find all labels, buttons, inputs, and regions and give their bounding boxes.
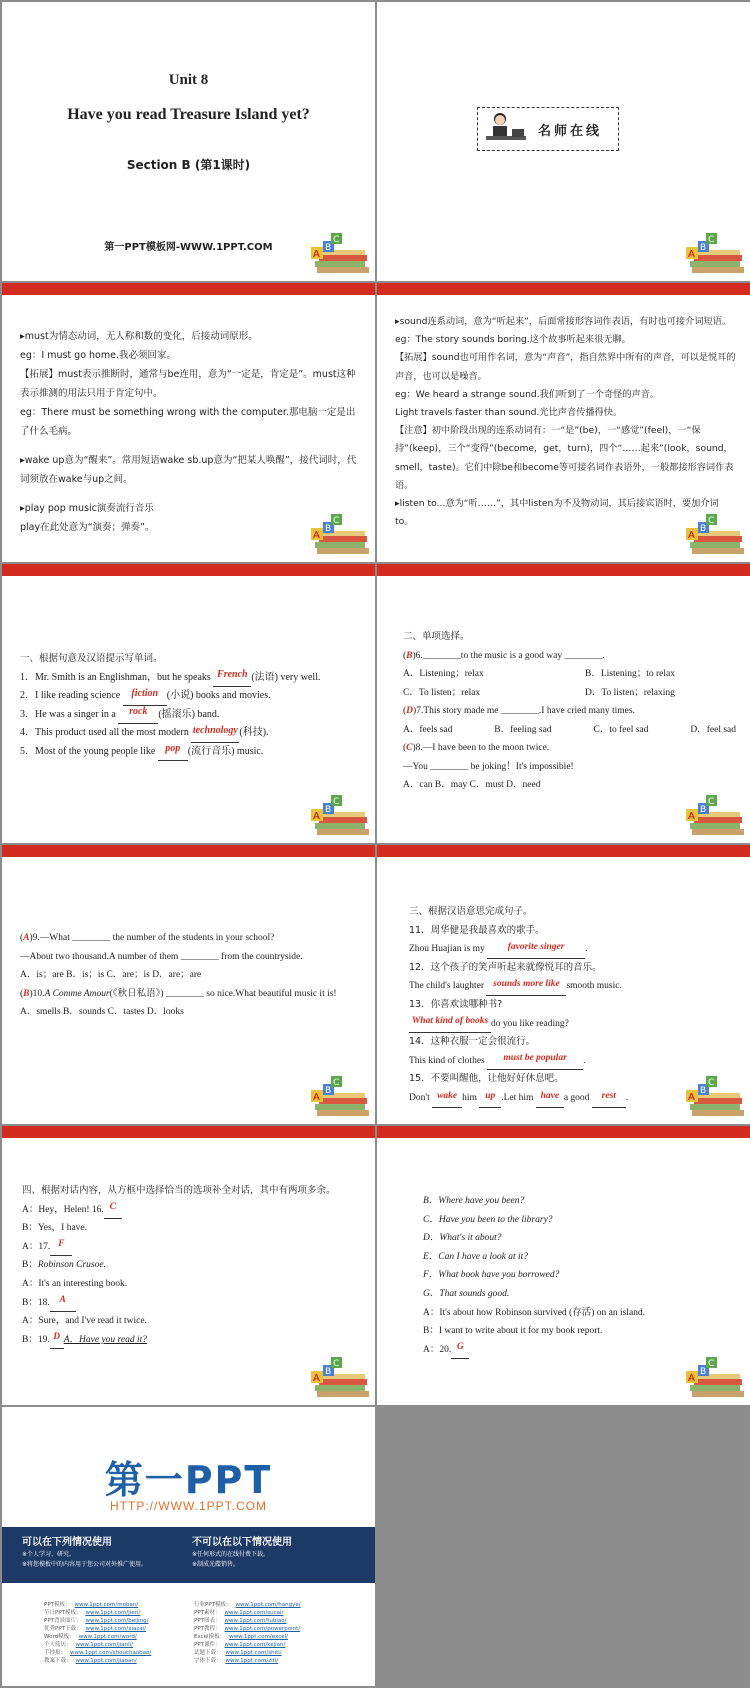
note-line: ▸must为情态动词，无人称和数的变化，后接动词原形。: [20, 331, 258, 342]
link-label: 行业PPT模板：: [194, 1602, 232, 1608]
answer-10: B: [23, 988, 30, 999]
question-4: 4．This product used all the most modern technology (科技).: [20, 724, 361, 743]
prompt-11: 11．周华健是我最喜欢的歌手。: [409, 924, 545, 936]
lesson-title: Have you read Treasure Island yet?: [67, 106, 310, 123]
svg-text:A: A: [688, 249, 695, 260]
note-line: eg：The story sounds boring.这个故事听起来很无聊。: [395, 334, 631, 346]
link-label: Word模板：: [44, 1634, 75, 1640]
link-label: 优秀PPT下载：: [44, 1626, 82, 1632]
option-d: D．What's it about?: [423, 1233, 502, 1244]
svg-text:A: A: [313, 811, 320, 822]
option-e: E．Can I have a look at it?: [423, 1251, 529, 1262]
link-url[interactable]: www.1ppt.com/beijing/: [85, 1618, 149, 1624]
svg-text:C: C: [708, 1359, 715, 1369]
slide-top-bar: [377, 564, 750, 576]
svg-text:B: B: [325, 243, 332, 253]
svg-text:A: A: [313, 530, 320, 541]
sentence-12: The child's laughter sounds more like smooth music.: [409, 977, 736, 996]
link-url[interactable]: www.1ppt.com/xiazai/: [85, 1626, 147, 1632]
cannot-use-title: 不可以在以下情况使用: [192, 1537, 292, 1548]
question-3: 3．He was a singer in a rock (摇滚乐) band.: [20, 706, 361, 725]
slide-top-bar: [377, 1126, 750, 1138]
question-1: 1．Mr. Smith is an Englishman，but he speaks French (法语) very well.: [20, 669, 361, 688]
song-title: A Comme Amour: [44, 988, 110, 999]
link-row: [194, 1657, 301, 1665]
books-icon: [686, 1076, 746, 1120]
link-url[interactable]: www.1ppt.com/ziti/: [225, 1658, 279, 1664]
link-row: [194, 1649, 301, 1657]
section-title: Section B (第1课时): [126, 158, 251, 172]
sentence-11: Zhou Huajian is my favorite singer .: [409, 940, 736, 959]
question-5: 5．Most of the young people like pop (流行音乐) music.: [20, 743, 361, 762]
link-url[interactable]: www.1ppt.com/sucai/: [224, 1610, 284, 1616]
slide-11[interactable]: [2, 1407, 375, 1686]
answer-18: A: [59, 1295, 66, 1306]
svg-text:A: A: [688, 1092, 695, 1103]
question-8: (C)8.—I have been to the moon twice.: [403, 743, 550, 753]
svg-text:C: C: [708, 235, 715, 245]
slide-10-text: [423, 1192, 736, 1359]
link-row: [194, 1617, 301, 1625]
answer-8: C: [406, 743, 413, 753]
svg-text:A: A: [313, 1373, 320, 1384]
section-heading: 四、根据对话内容，从方框中选择恰当的选项补全对话，其中有两项多余。: [22, 1185, 336, 1196]
link-url[interactable]: www.1ppt.com/shouchaobao/: [70, 1650, 152, 1656]
answer-13: What kind of books: [411, 1016, 489, 1027]
link-url[interactable]: www.1ppt.com/jianli/: [75, 1642, 134, 1648]
note-line: ▸play pop music演奏流行音乐: [20, 503, 154, 514]
link-row: [44, 1609, 151, 1617]
books-icon: [686, 1357, 746, 1401]
teacher-icon: [482, 109, 532, 149]
sentence-14: This kind of clothes must be popular .: [409, 1052, 736, 1071]
svg-text:B: B: [325, 524, 332, 534]
section-heading: 二、单项选择。: [403, 631, 470, 642]
books-icon: [311, 233, 371, 277]
slide-3[interactable]: [2, 283, 375, 562]
teacher-badge: [477, 107, 619, 151]
note-line: 【拓展】sound也可用作名词，意为“声音”，指自然界中所有的声音，可以是悦耳的声音，也可以是噪音。: [395, 352, 736, 382]
option-f: F．What book have you borrowed?: [423, 1270, 560, 1281]
section-heading: 一、根据句意及汉语提示写单词。: [20, 653, 163, 664]
svg-text:B: B: [700, 243, 707, 253]
slide-top-bar: [2, 845, 375, 857]
links-left: [44, 1601, 151, 1665]
link-row: [44, 1657, 151, 1665]
link-row: [44, 1633, 151, 1641]
svg-text:B: B: [325, 1086, 332, 1096]
section-heading: 三、根据汉语意思完成句子。: [409, 906, 533, 917]
link-label: Excel模板：: [194, 1634, 226, 1640]
svg-text:C: C: [708, 516, 715, 526]
answer-5: pop: [165, 743, 181, 754]
answer-20: G: [456, 1342, 464, 1353]
badge-label: 名师在线: [538, 124, 603, 139]
link-row: [44, 1617, 151, 1625]
book-title: Robinson Crusoe.: [37, 1260, 106, 1271]
link-url[interactable]: www.1ppt.com/word/: [78, 1634, 137, 1640]
svg-text:B: B: [700, 1367, 707, 1377]
slide-top-bar: [2, 283, 375, 295]
answer-2: fiction: [131, 687, 159, 699]
dialog-line: A：Sure，and I've read it twice.: [22, 1316, 147, 1327]
can-use-title: 可以在下列情况使用: [22, 1537, 112, 1548]
can-use-1: ※个人学习、研究。: [22, 1551, 76, 1558]
link-url[interactable]: www.1ppt.com/moban/: [74, 1602, 139, 1608]
svg-text:C: C: [333, 516, 340, 526]
note-line: Light travels faster than sound.光比声音传播得快。: [395, 407, 623, 419]
slide-5-text: [20, 650, 361, 761]
svg-text:C: C: [333, 235, 340, 245]
note-line: play在此处意为“演奏；弹奏”。: [20, 522, 155, 533]
books-icon: [686, 514, 746, 558]
options-7: A．feels sad B．feeling sad C．to feel sad D．feel sad: [403, 724, 736, 735]
question-9b: —About two thousand.A number of them ________ from the countryside.: [20, 951, 303, 962]
dialog-line: A：It's an interesting book.: [22, 1278, 128, 1289]
question-9: (A)9.—What ________ the number of the students in your school?: [20, 933, 275, 943]
slide-7-text: [20, 929, 361, 1022]
svg-text:A: A: [313, 1092, 320, 1103]
dialog-line: A：20. G: [423, 1341, 736, 1360]
option-c: C．Have you been to the library?: [423, 1214, 553, 1225]
link-row: [194, 1601, 301, 1609]
site-watermark: 第一PPT模板网-WWW.1PPT.COM: [104, 242, 273, 253]
svg-text:B: B: [700, 1086, 707, 1096]
link-url[interactable]: www.1ppt.com/excel/: [229, 1634, 289, 1640]
answer-15a: wake: [437, 1090, 458, 1101]
dialog-line: B：Yes，I have.: [22, 1223, 88, 1234]
svg-text:C: C: [333, 1359, 340, 1369]
books-icon: [686, 233, 746, 277]
slide-10[interactable]: [377, 1126, 750, 1405]
link-row: [44, 1601, 151, 1609]
link-label: PPT模板：: [44, 1602, 71, 1608]
slide-6-text: [403, 628, 736, 795]
question-10: (B)10.A Comme Amour(《秋日私语》) ________ so nice.What beautiful music it is!: [20, 988, 337, 999]
answer-15b: up: [485, 1090, 496, 1101]
can-use-2: ※将您模板中的内容用于您公司对外推广使用。: [22, 1561, 148, 1568]
prompt-13: 13．你喜欢读哪种书?: [409, 998, 503, 1010]
books-icon: [311, 1357, 371, 1401]
note-line: ▸wake up意为“醒来”。常用短语wake sb.up意为“把某人唤醒”，接代词时，代词须放在wake与up之间。: [20, 455, 357, 485]
options-6b: C．To listen；relax D．To listen；relaxing: [403, 687, 675, 698]
slide-top-bar: [377, 283, 750, 295]
answer-1: French: [217, 669, 248, 680]
note-line: 【注意】初中阶段出现的连系动词有：一“是”(be)，一“感觉”(feel)，一“保持”(keep)，三个“变得”(become，get，turn)，四个“……起来”(look，sound，smell，taste)。它们中除be和become等可接名词作表语外，一般都接形容词作表语。: [395, 425, 734, 491]
link-label: PPT教程：: [194, 1626, 221, 1632]
prompt-14: 14．这种衣服一定会很流行。: [409, 1036, 536, 1048]
answer-16: C: [109, 1202, 116, 1213]
dialog-line: B：Robinson Crusoe.: [22, 1260, 106, 1271]
slide-5[interactable]: [2, 564, 375, 843]
answer-15d: rest: [601, 1090, 616, 1101]
brand-logo: 第一PPT: [104, 1458, 273, 1502]
unit-title: Unit 8: [168, 72, 209, 88]
svg-text:B: B: [700, 524, 707, 534]
options-6a: A．Listening；relax B．Listening；to relax: [403, 669, 675, 679]
dialog-line: A：17. F: [22, 1238, 361, 1257]
link-label: 个人简历：: [44, 1642, 72, 1648]
answer-4: technology: [192, 724, 238, 736]
link-label: 字体下载：: [194, 1658, 222, 1664]
svg-text:A: A: [313, 249, 320, 260]
dialog-line: A：It's about how Robinson survived (存活) on an island.: [423, 1307, 646, 1318]
option-g: G．That sounds good.: [423, 1288, 510, 1299]
options-10: A．smells B．sounds C．tastes D．looks: [20, 1007, 184, 1017]
slide-6[interactable]: [377, 564, 750, 843]
link-url[interactable]: www.1ppt.com/jiaoan/: [75, 1658, 137, 1664]
svg-text:C: C: [333, 1078, 340, 1088]
link-url[interactable]: www.1ppt.com/kejian/: [224, 1642, 286, 1648]
answer-6: B: [406, 650, 413, 661]
dialog-line: B：19. D A．Have you read it?: [22, 1331, 361, 1350]
svg-text:A: A: [688, 811, 695, 822]
prompt-12: 12．这个孩子的笑声听起来就像悦耳的音乐。: [409, 961, 602, 973]
dialog-line: B：18. A: [22, 1294, 361, 1313]
link-url[interactable]: www.1ppt.com/shiti/: [225, 1650, 282, 1656]
link-label: PPT图表：: [194, 1618, 221, 1624]
link-label: 教案下载：: [44, 1658, 72, 1664]
dialog-line: B：I want to write about it for my book report.: [423, 1326, 603, 1337]
slide-top-bar: [2, 564, 375, 576]
note-line: eg：I must go home.我必须回家。: [20, 350, 176, 361]
link-label: PPT背景图片：: [44, 1618, 82, 1624]
link-label: 手抄报：: [44, 1650, 67, 1656]
answer-15c: have: [540, 1090, 560, 1101]
link-label: 节日PPT模板：: [44, 1610, 82, 1616]
books-icon: [311, 1076, 371, 1120]
question-2: 2．I like reading science fiction (小说) books and movies.: [20, 687, 361, 706]
slide-4-text: [395, 313, 736, 531]
note-line: ▸listen to...意为“听……”，其中listen为不及物动词，其后接宾语时，要加介词to。: [395, 498, 719, 528]
note-line: eg：There must be something wrong with the computer.那电脑一定是出了什么毛病。: [20, 407, 356, 437]
books-icon: [311, 514, 371, 558]
svg-text:A: A: [688, 530, 695, 541]
svg-text:A: A: [688, 1373, 695, 1384]
sentence-13: What kind of books do you like reading?: [409, 1015, 736, 1034]
books-icon: [311, 795, 371, 839]
books-icon: [686, 795, 746, 839]
slide-4[interactable]: [377, 283, 750, 562]
answer-3: rock: [129, 706, 148, 717]
sentence-15: Don't wake him up .Let him have a good rest .: [409, 1089, 736, 1108]
slide-8[interactable]: [377, 845, 750, 1124]
answer-19: D: [53, 1332, 61, 1343]
options-8: A．can B．may C．must D．need: [403, 780, 541, 790]
prompt-15: 15．不要叫醒他，让他好好休息吧。: [409, 1073, 564, 1085]
svg-text:C: C: [333, 797, 340, 807]
svg-text:C: C: [708, 797, 715, 807]
usage-panel: [2, 1527, 375, 1583]
link-row: [44, 1649, 151, 1657]
link-row: [194, 1625, 301, 1633]
note-line: eg：We heard a strange sound.我们听到了一个奇怪的声音。: [395, 388, 660, 400]
brand-url: HTTP://WWW.1PPT.COM: [110, 1499, 267, 1513]
answer-12: sounds more like: [493, 978, 560, 989]
question-6: (B)6.________to the music is a good way ________.: [403, 650, 605, 661]
svg-text:B: B: [700, 805, 707, 815]
link-url[interactable]: www.1ppt.com/jieri/: [85, 1610, 141, 1616]
note-line: 【拓展】must表示推断时，通常与be连用，意为“一定是，肯定是”。must这种表示推测的用法只用于肯定句中。: [20, 369, 356, 399]
slide-top-bar: [377, 845, 750, 857]
answer-14: must be popular: [503, 1053, 567, 1064]
cannot-use-1: ※任何形式的在线付费下载。: [192, 1551, 270, 1558]
options-9: A．is；are B．is；is C．are；is D．are；are: [20, 970, 202, 980]
answer-17: F: [58, 1239, 65, 1250]
link-label: PPT素材：: [194, 1610, 221, 1616]
link-row: [194, 1641, 301, 1649]
slide-2[interactable]: [377, 2, 750, 281]
svg-text:B: B: [325, 1367, 332, 1377]
answer-7: D: [406, 706, 414, 716]
svg-text:B: B: [325, 805, 332, 815]
answer-11: favorite singer: [507, 941, 565, 952]
link-url[interactable]: www.1ppt.com/tubiao/: [224, 1618, 287, 1624]
answer-9: A: [23, 933, 30, 943]
links-right: [194, 1601, 301, 1665]
note-line: ▸sound连系动词，意为“听起来”，后面常接形容词作表语，有时也可接介词短语。: [395, 316, 732, 327]
link-row: [194, 1609, 301, 1617]
slide-9[interactable]: [2, 1126, 375, 1405]
question-7: (D)7.This story made me ________.I have cried many times.: [403, 706, 635, 716]
dialog-line: A：Hey，Helen! 16. C: [22, 1201, 361, 1220]
option-b: B．Where have you been?: [423, 1196, 525, 1206]
link-url[interactable]: www.1ppt.com/powerpoint/: [224, 1626, 301, 1632]
slide-3-text: [20, 327, 361, 537]
link-url[interactable]: www.1ppt.com/hangye/: [235, 1602, 301, 1608]
slide-1[interactable]: [2, 2, 375, 281]
svg-text:C: C: [708, 1078, 715, 1088]
link-row: [194, 1633, 301, 1641]
slide-7[interactable]: [2, 845, 375, 1124]
question-8b: —You ________ be joking！It's impossible!: [403, 761, 574, 772]
link-label: PPT课件：: [194, 1642, 221, 1648]
cannot-use-2: ※制成光碟销售。: [192, 1561, 240, 1568]
link-label: 试题下载：: [194, 1650, 222, 1656]
slide-top-bar: [2, 1126, 375, 1138]
link-row: [44, 1641, 151, 1649]
slide-9-text: [22, 1182, 361, 1349]
link-row: [44, 1625, 151, 1633]
